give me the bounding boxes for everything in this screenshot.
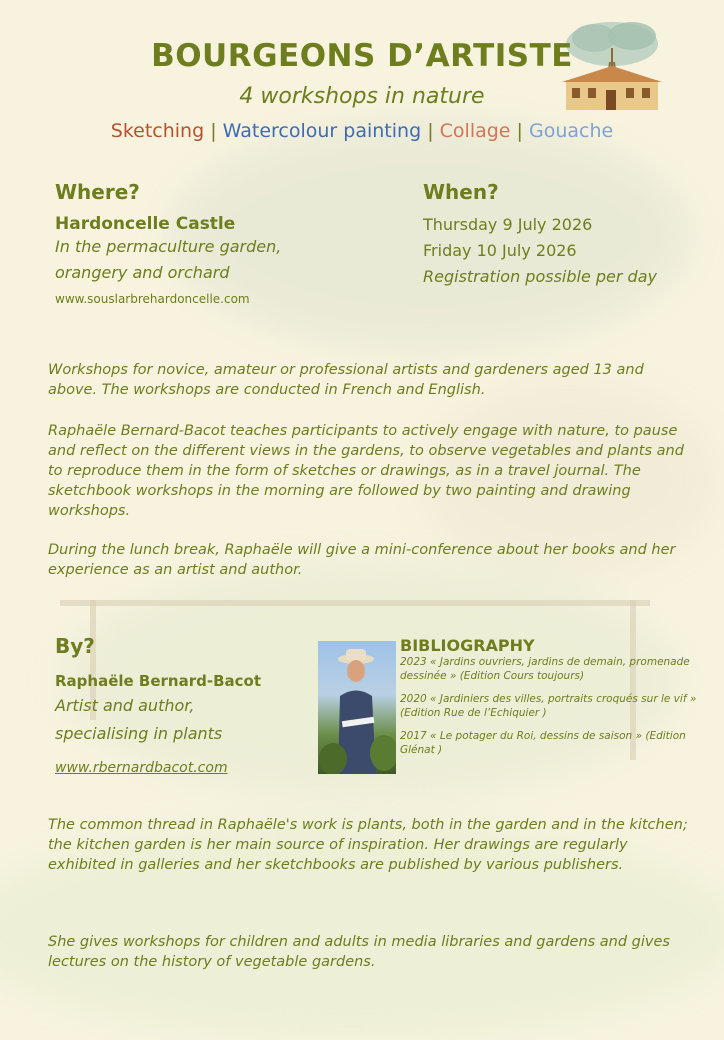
artist-role-line-2: specialising in plants [55, 724, 223, 743]
where-heading: Where? [55, 180, 140, 204]
artist-work-paragraph: The common thread in Raphaële's work is plants, both in the garden and in the kitchen; the kitchen garden is her main source of inspiration. Her drawings are regularly exhibited in galleries and her sketchbooks are published by various publishers. [48, 817, 688, 873]
teaching-paragraph: Raphaële Bernard-Bacot teaches participants to actively engage with nature, to pause and reflect on the different views in the gardens, to observe vegetables and plants and to reproduce them in the form of sketches or drawings, as in a travel journal. The sketchbook workshops in the morning are followed by two painting and drawing workshops. [48, 423, 684, 519]
background-pergola [60, 600, 650, 606]
when-heading: When? [423, 180, 499, 204]
venue-line-2: orangery and orchard [55, 263, 230, 282]
venue-line-1: In the permaculture garden, [55, 237, 282, 256]
separator: | [427, 120, 434, 142]
technique-gouache: Gouache [529, 120, 614, 142]
bibliography-item: 2020 « Jardiniers des villes, portraits croqués sur le vif » (Edition Rue de l’Echiquier ) [400, 693, 697, 719]
separator: | [516, 120, 523, 142]
separator: | [210, 120, 217, 142]
artist-website-link[interactable]: www.rbernardbacot.com [55, 760, 228, 776]
technique-sketching: Sketching [110, 120, 205, 142]
poster-subtitle: 4 workshops in nature [239, 84, 485, 109]
date-2: Friday 10 July 2026 [423, 241, 577, 260]
by-heading: By? [55, 634, 95, 658]
lunch-paragraph: During the lunch break, Raphaële will give a mini-conference about her books and her experience as an artist and author. [48, 542, 676, 578]
poster-title: BOURGEONS D’ARTISTE [151, 38, 573, 74]
when-section [423, 180, 713, 290]
venue-name: Hardoncelle Castle [55, 214, 236, 234]
artist-name: Raphaële Bernard-Bacot [55, 672, 262, 690]
artist-workshops-paragraph: She gives workshops for children and adults in media libraries and gardens and gives lectures on the history of vegetable gardens. [48, 934, 670, 970]
technique-collage: Collage [439, 120, 511, 142]
intro-paragraph: Workshops for novice, amateur or professional artists and gardeners aged 13 and above. The workshops are conducted in French and English. [48, 362, 644, 398]
artist-role-line-1: Artist and author, [55, 696, 195, 715]
date-1: Thursday 9 July 2026 [423, 215, 593, 234]
artist-photo-illustration [318, 641, 396, 774]
bibliography-item: 2017 « Le potager du Roi, dessins de saison » (Edition Glénat ) [400, 730, 686, 756]
by-section [55, 634, 305, 776]
bibliography-item: 2023 « Jardins ouvriers, jardins de demain, promenade dessinée » (Edition Cours toujours) [400, 656, 690, 682]
registration-note: Registration possible per day [423, 267, 657, 286]
technique-watercolour: Watercolour painting [222, 120, 422, 142]
venue-website-link[interactable]: www.souslarbrehardoncelle.com [55, 292, 250, 306]
where-section [55, 180, 385, 306]
techniques-list [0, 120, 724, 142]
bibliography-section [400, 636, 700, 766]
artist-photo [318, 641, 396, 774]
bibliography-heading: BIBLIOGRAPHY [400, 636, 535, 655]
